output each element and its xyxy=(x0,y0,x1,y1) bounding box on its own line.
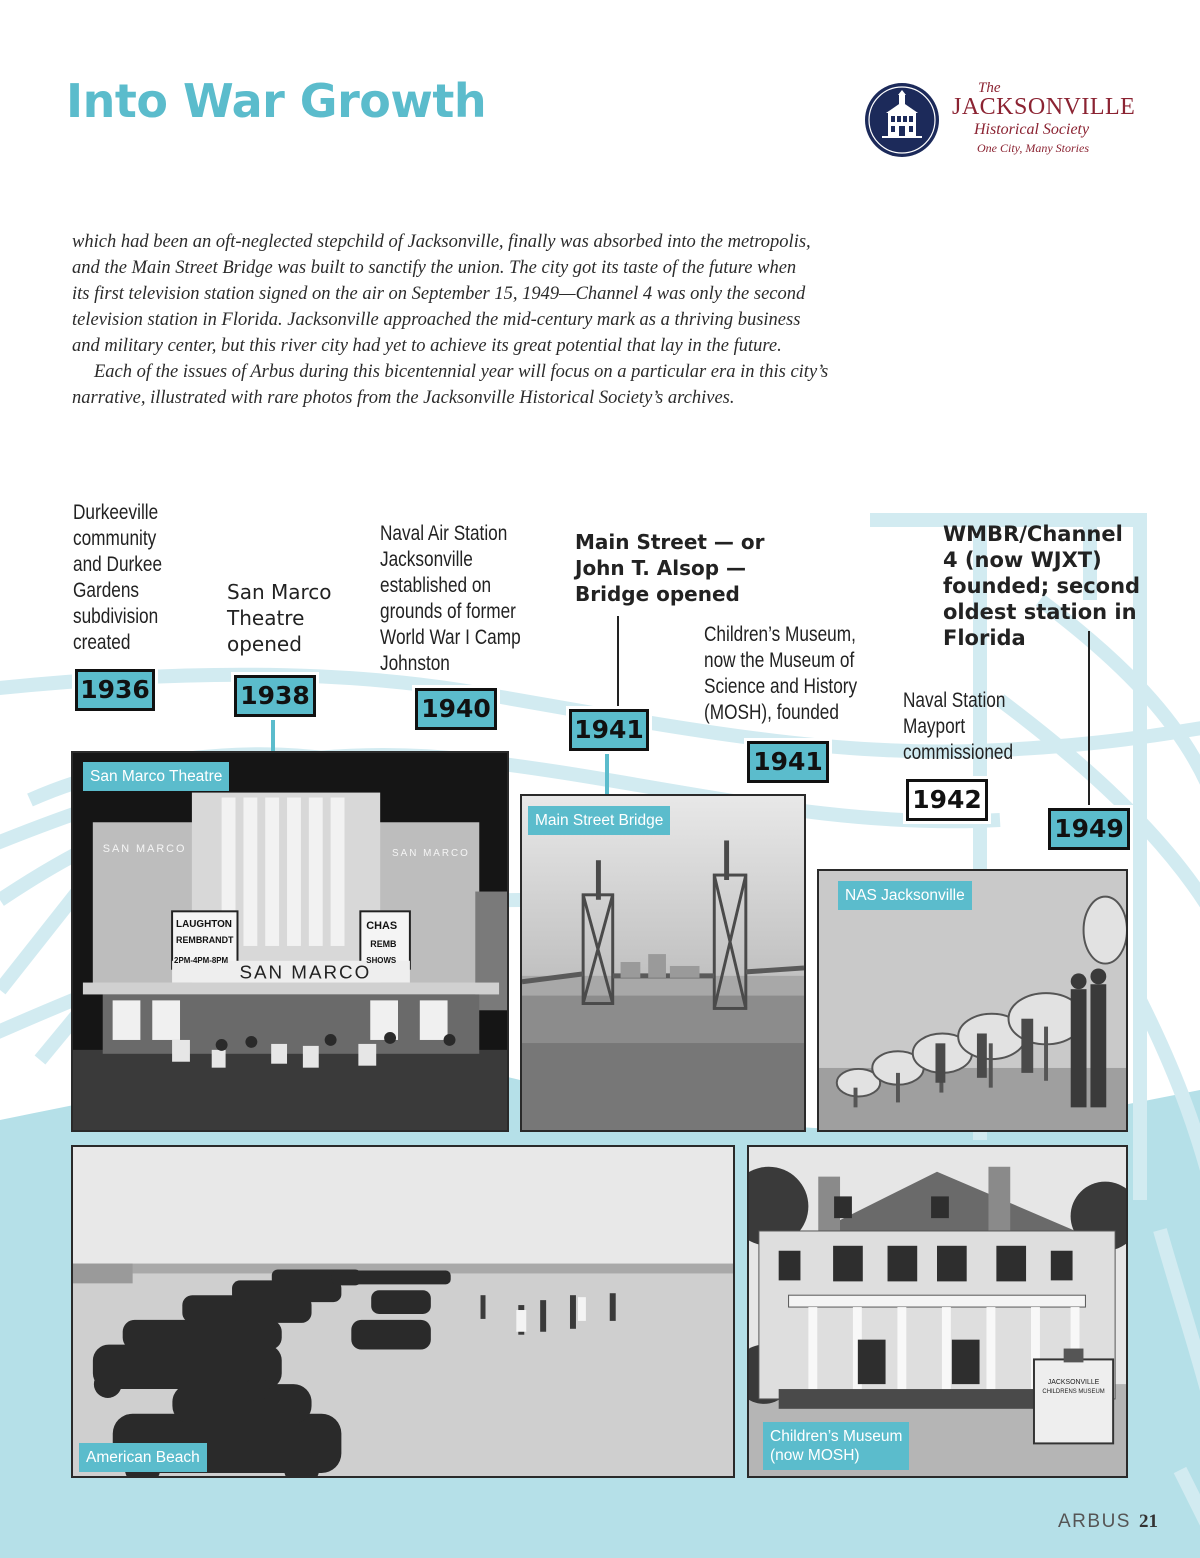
event-line: World War I Camp xyxy=(380,626,521,649)
event-line: (MOSH), founded xyxy=(704,701,839,724)
year-badge-1936: 1936 xyxy=(75,669,155,711)
caption-american-beach: American Beach xyxy=(79,1443,207,1472)
intro-line: narrative, illustrated with rare photos from the Jacksonville Historical Society’s archives. xyxy=(72,388,735,408)
event-line: Theatre xyxy=(227,606,305,630)
timeline-event-1942 xyxy=(903,688,1013,766)
caption-childrens-museum xyxy=(763,1422,909,1470)
marquee-right-line3: SHOWS xyxy=(366,955,397,965)
connector-line-1941-top xyxy=(617,616,619,708)
event-line: Naval Air Station xyxy=(380,522,508,545)
event-line: John T. Alsop — xyxy=(575,556,747,580)
event-line: Johnston xyxy=(380,652,450,675)
event-line: Florida xyxy=(943,626,1026,650)
caption-line: (now MOSH) xyxy=(770,1447,860,1464)
logo-society-text: Historical Society xyxy=(974,121,1090,138)
event-line: founded; second xyxy=(943,574,1141,598)
san-marco-theatre-image xyxy=(73,753,507,1130)
event-line: Science and History xyxy=(704,675,858,698)
marquee-left-line3: 2PM-4PM-8PM xyxy=(174,955,229,965)
event-line: WMBR/Channel xyxy=(943,522,1123,546)
event-line: opened xyxy=(227,632,302,656)
intro-line: and the Main Street Bridge was built to sanctify the union. The city got its taste of the future when xyxy=(72,258,797,278)
svg-text:SAN MARCO: SAN MARCO xyxy=(102,842,187,855)
event-line: Children’s Museum, xyxy=(704,623,856,646)
timeline-event-1938 xyxy=(227,579,332,657)
event-line: 4 (now WJXT) xyxy=(943,548,1102,572)
year-badge-1941-bridge: 1941 xyxy=(569,709,649,751)
event-line: and Durkee xyxy=(73,553,163,576)
event-line: community xyxy=(73,527,157,550)
seal-icon xyxy=(864,82,940,158)
page-number: 21 xyxy=(1138,1511,1158,1532)
event-line: Gardens xyxy=(73,579,140,602)
event-line: now the Museum of xyxy=(704,649,855,672)
marquee-right-line2: REMB xyxy=(370,938,397,949)
caption-nas-jacksonville: NAS Jacksonville xyxy=(838,881,972,910)
theatre-sign-text: SAN MARCO xyxy=(239,961,372,983)
event-line: Durkeeville xyxy=(73,501,159,524)
year-badge-1942: 1942 xyxy=(906,779,988,821)
timeline-event-1949 xyxy=(943,521,1140,651)
event-line: San Marco xyxy=(227,580,332,604)
timeline-event-1941-bridge xyxy=(575,529,765,607)
year-badge-1941-museum: 1941 xyxy=(747,741,829,783)
event-line: grounds of former xyxy=(380,600,516,623)
timeline-event-1941-museum xyxy=(704,622,857,726)
photo-main-street-bridge xyxy=(520,794,806,1132)
event-line: Bridge opened xyxy=(575,582,740,606)
event-line: Mayport xyxy=(903,715,966,738)
intro-line: television station in Florida. Jacksonville approached the mid-century mark as a thriving business xyxy=(72,310,801,330)
photo-american-beach xyxy=(71,1145,735,1478)
caption-main-street-bridge: Main Street Bridge xyxy=(528,806,670,835)
main-street-bridge-image xyxy=(522,796,804,1130)
magazine-name: ARBUS xyxy=(1058,1511,1131,1532)
event-line: Jacksonville xyxy=(380,548,473,571)
event-line: commissioned xyxy=(903,741,1014,764)
museum-sign-line2: CHILDRENS MUSEUM xyxy=(1042,1389,1105,1396)
event-line: established on xyxy=(380,574,492,597)
page-title: Into War Growth xyxy=(66,74,487,128)
intro-line: and military center, but this river city had yet to achieve its great potential that lay in the future. xyxy=(72,336,782,356)
intro-paragraph xyxy=(72,229,972,411)
museum-sign-line1: JACKSONVILLE xyxy=(1047,1379,1100,1387)
intro-line: its first television station signed on the air on September 15, 1949—Channel 4 was only the second xyxy=(72,284,806,304)
marquee-right-line1: CHAS xyxy=(366,920,398,933)
caption-line: Children’s Museum xyxy=(770,1428,903,1445)
photo-san-marco-theatre xyxy=(71,751,509,1132)
logo-tagline-text: One City, Many Stories xyxy=(977,141,1089,155)
event-line: oldest station in xyxy=(943,600,1137,624)
marquee-left-line2: REMBRANDT xyxy=(176,934,234,945)
year-badge-1949: 1949 xyxy=(1048,808,1130,850)
logo-name-text: JACKSONVILLE xyxy=(952,94,1136,120)
event-line: Naval Station xyxy=(903,689,1006,712)
marquee-left-line1: LAUGHTON xyxy=(176,919,232,931)
page-footer xyxy=(1058,1511,1158,1533)
event-line: created xyxy=(73,631,131,654)
historical-society-logo xyxy=(862,80,1136,160)
logo-the-text: The xyxy=(978,80,1001,96)
connector-line-1949 xyxy=(1088,631,1090,807)
timeline-event-1936 xyxy=(73,500,162,656)
year-badge-1938: 1938 xyxy=(234,675,316,717)
svg-text:SAN MARCO: SAN MARCO xyxy=(392,847,470,859)
event-line: subdivision xyxy=(73,605,159,628)
american-beach-image xyxy=(73,1147,733,1476)
intro-line: which had been an oft-neglected stepchild of Jacksonville, finally was absorbed into the metropolis, xyxy=(72,232,811,252)
timeline-event-1940 xyxy=(380,521,521,677)
year-badge-1940: 1940 xyxy=(415,688,497,730)
event-line: Main Street — or xyxy=(575,530,765,554)
caption-san-marco-theatre: San Marco Theatre xyxy=(83,762,229,791)
connector-line-1941-bottom xyxy=(605,748,609,796)
intro-line: Each of the issues of Arbus during this bicentennial year will focus on a particular era in this city’s xyxy=(94,362,829,382)
